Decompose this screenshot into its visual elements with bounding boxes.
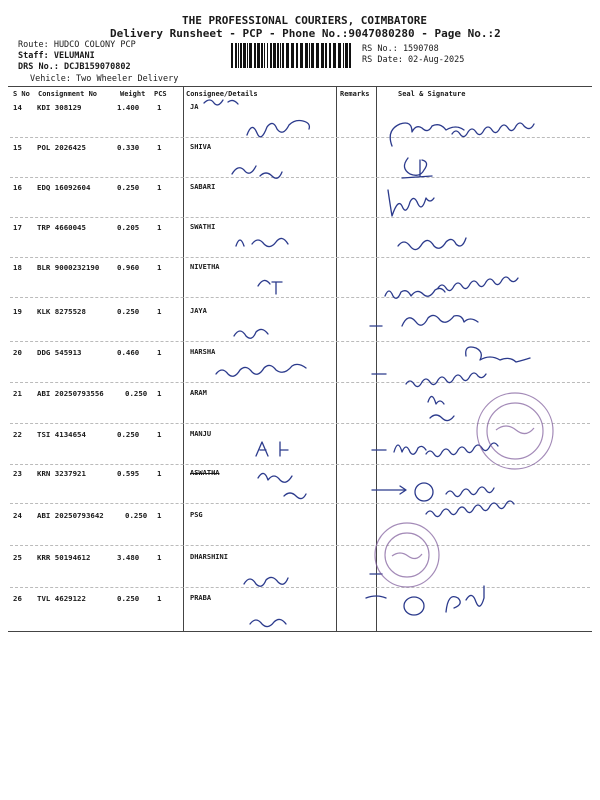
row-pcs: 1: [157, 348, 162, 357]
handwritten-remark: [247, 121, 309, 137]
rs-no-label: RS No.: 1590708: [362, 44, 439, 54]
handwritten-signature: [388, 190, 434, 216]
row-sno: 21: [13, 389, 22, 398]
handwritten-signature: [466, 347, 530, 362]
row-weight: 3.480: [117, 553, 140, 562]
row-pcs: 1: [157, 307, 162, 316]
row-weight: 0.250: [125, 511, 148, 520]
round-seal-stamp: [474, 390, 556, 472]
handwritten-remark: [234, 329, 268, 338]
handwritten-signature: [428, 396, 454, 420]
handwritten-phone: [438, 277, 518, 291]
handwritten-remark: [258, 473, 306, 498]
handwritten-arrow: [372, 486, 406, 494]
row-sno: 23: [13, 469, 22, 478]
row-consignment: EDQ 16092604: [37, 183, 91, 192]
row-consignee: SWATHI: [190, 223, 216, 231]
route-label: Route: HUDCO COLONY PCP: [18, 40, 136, 50]
row-weight: 0.330: [117, 143, 140, 152]
handwritten-name: [446, 487, 494, 497]
row-consignee: ARAM: [190, 389, 207, 397]
row-sno: 24: [13, 511, 22, 520]
handwritten-phone: [426, 501, 514, 517]
runsheet-title: Delivery Runsheet - PCP - Phone No.:9047080280 - Page No.:2: [110, 27, 501, 40]
row-weight: 0.205: [117, 223, 140, 232]
row-pcs: 1: [157, 223, 162, 232]
col-seal: Seal & Signature: [398, 90, 466, 98]
rs-date-label: RS Date: 02-Aug-2025: [362, 55, 465, 65]
row-consignment: ABI 20250793556: [37, 389, 104, 398]
row-pcs: 1: [157, 389, 162, 398]
handwritten-remark: [232, 166, 282, 178]
handwritten-signature: [402, 315, 478, 326]
row-sno: 26: [13, 594, 22, 603]
row-pcs: 1: [157, 430, 162, 439]
row-weight: 0.250: [117, 430, 140, 439]
row-sno: 22: [13, 430, 22, 439]
row-consignment: DDG 545913: [37, 348, 82, 357]
row-weight: 0.595: [117, 469, 140, 478]
col-sno: S No: [13, 90, 30, 98]
row-consignment: KLK 8275528: [37, 307, 86, 316]
row-weight: 0.960: [117, 263, 140, 272]
row-weight: 0.460: [117, 348, 140, 357]
row-pcs: 1: [157, 263, 162, 272]
row-consignee: PSG: [190, 511, 203, 519]
handwritten-remark: [250, 619, 286, 626]
handwritten-remark: [216, 364, 306, 376]
col-consignment: Consignment No: [38, 90, 98, 98]
row-consignee: PRABA: [190, 594, 212, 602]
row-sno: 16: [13, 183, 22, 192]
handwritten-remark: [244, 577, 288, 586]
row-pcs: 1: [157, 143, 162, 152]
row-sno: 19: [13, 307, 22, 316]
handwritten-remark: [236, 238, 288, 246]
handwritten-circle: [404, 597, 424, 615]
row-weight: 0.250: [117, 594, 140, 603]
round-seal-stamp: [372, 520, 442, 590]
handwritten-circle: [415, 483, 433, 501]
row-consignment: BLR 9000232190: [37, 263, 100, 272]
row-sno: 15: [13, 143, 22, 152]
row-consignment: TVL 4629122: [37, 594, 86, 603]
handwritten-remark: [258, 280, 282, 294]
handwritten-signature: [402, 158, 432, 178]
row-consignee: SABARI: [190, 183, 216, 191]
col-weight: Weight: [120, 90, 146, 98]
row-sno: 17: [13, 223, 22, 232]
row-consignment: KRN 3237921: [37, 469, 86, 478]
row-pcs: 1: [157, 103, 162, 112]
handwritten-signature: [394, 445, 426, 454]
handwritten-consignee-note: [204, 100, 238, 105]
handwritten-phone: [406, 373, 486, 387]
vehicle-label: Vehicle: Two Wheeler Delivery: [30, 74, 179, 84]
row-consignment: POL 2026425: [37, 143, 86, 152]
row-consignee: HARSHA: [190, 348, 216, 356]
row-consignment: TSI 4134654: [37, 430, 86, 439]
row-pcs: 1: [157, 553, 162, 562]
row-consignee: SHIVA: [190, 143, 212, 151]
row-consignment: KDI 308129: [37, 103, 82, 112]
row-sno: 14: [13, 103, 22, 112]
handwritten-signature: [390, 123, 464, 146]
col-remarks: Remarks: [340, 90, 370, 98]
row-consignee: NIVETHA: [190, 263, 220, 271]
handwritten-signature: [398, 238, 466, 250]
row-consignment: KRR 50194612: [37, 553, 91, 562]
row-consignee: JAYA: [190, 307, 207, 315]
row-weight: 1.400: [117, 103, 140, 112]
row-sno: 18: [13, 263, 22, 272]
staff-label: Staff: VELUMANI: [18, 51, 95, 61]
row-weight: 0.250: [117, 183, 140, 192]
row-consignment: ABI 20250793642: [37, 511, 104, 520]
col-pcs: PCS: [154, 90, 167, 98]
row-consignee: DHARSHINI: [190, 553, 228, 561]
handwritten-signature: [385, 288, 445, 298]
row-consignee: JA: [190, 103, 199, 111]
col-consignee: Consignee/Details: [186, 90, 258, 98]
handwritten-remark: [256, 442, 288, 456]
row-sno: 25: [13, 553, 22, 562]
row-sno: 20: [13, 348, 22, 357]
row-consignment: TRP 4660045: [37, 223, 86, 232]
row-consignee: ASWATHA: [190, 469, 220, 477]
row-pcs: 1: [157, 183, 162, 192]
company-title: THE PROFESSIONAL COURIERS, COIMBATORE: [182, 14, 428, 27]
handwritten-arrow: [366, 596, 386, 598]
row-pcs: 1: [157, 594, 162, 603]
row-pcs: 1: [157, 469, 162, 478]
handwritten-signature: [446, 586, 484, 612]
row-weight: 0.250: [117, 307, 140, 316]
drs-label: DRS No.: DCJB159070802: [18, 62, 131, 72]
row-pcs: 1: [157, 511, 162, 520]
row-consignee: MANJU: [190, 430, 212, 438]
row-weight: 0.250: [125, 389, 148, 398]
